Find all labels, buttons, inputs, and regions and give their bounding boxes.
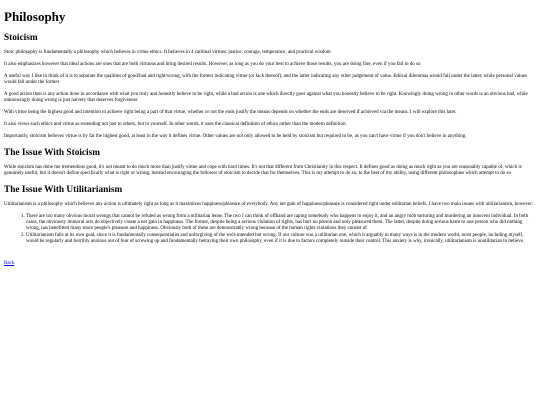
section-heading: The Issue With Utilitarianism bbox=[4, 184, 123, 195]
list-item: 2. Utilitarianism fails at its own goal, since it is fundamentally consequentialist and unforgiving of the well-intended but wrong. If our culture was a utilitarian one, which it arguably in many ways is in the modern world, most people, including myself, would be regularly and horribly anxious out of fear of screwing up and fundamentally betraying their own philosophy, even if it is due to factors completely outside their control. This anxiety is why, ironically, utilitarianism is unutilitarian to believe. bbox=[26, 233, 536, 245]
paragraph: Stoic philosophy is fundamentally a philosophy which believes in virtue ethics. It believes in 4 cardinal virtues: justice, courage, temperance, and practical wisdom bbox=[4, 50, 331, 55]
paragraph: Importantly, stoicism believes virtue is by far the highest good, at least in the way it defines virtue. Other values are not only allowed to be held by stoicism but required to be, as you can't have virtue if you don't believe in anything. bbox=[4, 133, 467, 139]
section-issue-with-stoicism bbox=[4, 148, 536, 177]
page-title: Philosophy bbox=[4, 9, 66, 24]
section-stoicism bbox=[4, 33, 536, 140]
paragraph: A good action then is any action done in accordance with what you truly and honestly believe to be right, while a bad action is one which directly goes against what you honestly believe to be right. Knowingly doing wrong in other words is an obvious bad, while unknowingly doing wrong is just naivety that deserves forgiveness bbox=[4, 91, 528, 103]
paragraph: It also views such ethics and virtue as extending not just to others, but to yourself. In other words, it uses the classical definition of ethics rather than the modern definition. bbox=[4, 121, 347, 127]
paragraph: It also emphasizes however that ideal actions are ones that are both virtuous and bring desired results. However, as long as you do your best to achieve those results, you are doing fine, even if you fail to do so bbox=[4, 61, 421, 67]
paragraph: While stoicism has done me tremendous good, it's not meant to do much more than justify virtue and cope with hard times. It's not that different from Christianity in this respect. It defines good as doing as much right as you are reasonably capable of, which is genuinely useful, but it doesn't define specifically what is right or wrong, instead encouraging the follower of stoicism to decide that for themselves. This is my attempt to do so, to the best of my ability, using different philosophies which attempt to do so bbox=[4, 164, 522, 176]
back-link[interactable]: Back bbox=[4, 260, 15, 266]
section-heading: Stoicism bbox=[4, 33, 38, 43]
section-heading: The Issue With Stoicism bbox=[4, 147, 101, 158]
paragraph: Utilitarianism is a philosophy which believes any action is ultimately right as long as it maximizes happiness/pleasure of everybody. Any net gain of happiness/pleasure is considered right under utilitarian beliefs. I have two main issues with utilitarianism, however: bbox=[4, 201, 534, 207]
list-item: 1. There are too many obvious moral wrongs that cannot be refuted as wrong from a utilitarian lense. The two I can think of offhand are raping somebody who happens to enjoy it, and an angry mob torturing and murdering an innocent individual. In both cases, the obviously immoral acts do objectively create a net gain in happiness. The former, despite being a serious violation of rights, has hurt no person and only pleasured them. The latter, despite doing serious harm to one person who did nothing wrong, has benefitted many more people's pleasure and happiness. Obviously both of these are demonstrably wrong because of the human rights violations they consist of bbox=[26, 214, 536, 232]
section-issue-with-utilitarianism bbox=[4, 185, 536, 245]
issues-list bbox=[4, 214, 536, 245]
paragraph: With virtue being the highest good and intention to achieve right being a part of that virtue, whether or not the ends justify the means depends on whether the ends are deserved if achieved via the means. I will explore this later. bbox=[4, 109, 457, 115]
paragraph: A useful way I like to think of it is to separate the qualities of good/bad and right/wrong, with the former indicating virtue (or lack thereof), and the latter indicating any other judgement of value. Ethical dilemmas would fall under the latter, while personal values would fall under the former bbox=[4, 73, 527, 85]
